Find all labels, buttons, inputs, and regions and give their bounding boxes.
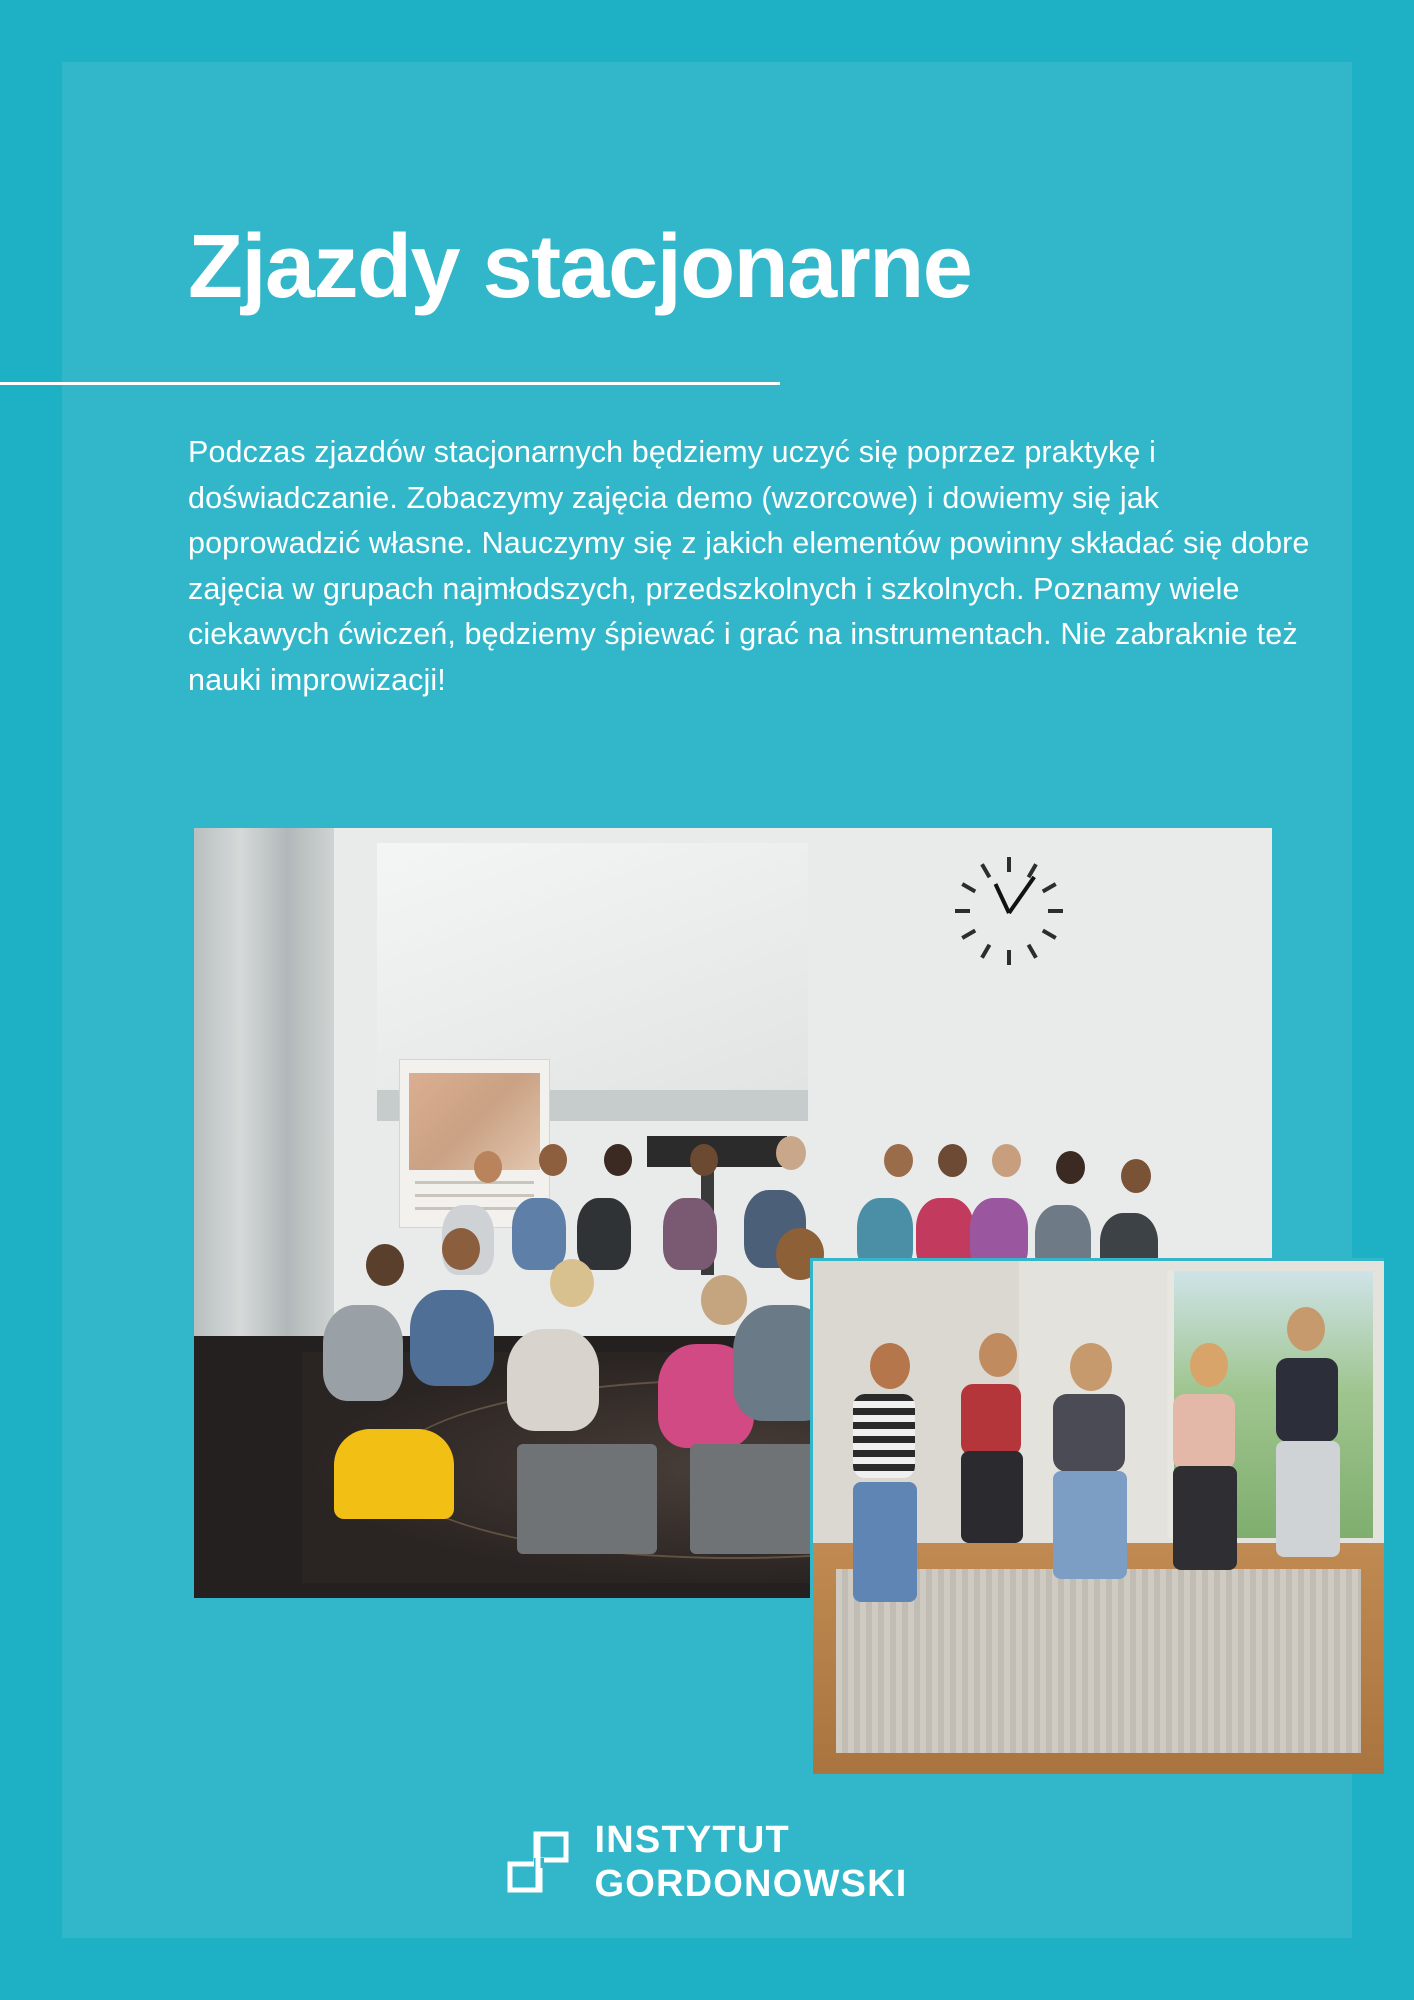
title-divider	[0, 382, 780, 385]
wall-clock-icon	[949, 851, 1069, 971]
logo-line-1: INSTYTUT	[594, 1819, 790, 1861]
gordon-institute-mark-icon	[507, 1831, 569, 1893]
logo-line-2: GORDONOWSKI	[594, 1863, 908, 1905]
footer-logo	[0, 1818, 1414, 1906]
conference-chair	[517, 1444, 657, 1554]
page-title: Zjazdy stacjonarne	[188, 217, 972, 317]
movement-workshop-photo	[810, 1258, 1384, 1774]
body-paragraph: Podczas zjazdów stacjonarnych będziemy uczyć się poprzez praktykę i doświadczanie. Zobaczymy zajęcia demo (wzorcowe) i dowiemy się jak poprowadzić własne. Nauczymy się z jakich elementów powinny składać się dobre zajęcia w grupach najmłodszych, przedszkolnych i szkolnych. Poznamy wiele ciekawych ćwiczeń, będziemy śpiewać i grać na instrumentach. Nie zabraknie też nauki improwizacji!	[188, 435, 1310, 697]
window-curtain	[194, 828, 334, 1398]
conference-chair	[690, 1444, 830, 1554]
projection-screen	[377, 843, 808, 1089]
